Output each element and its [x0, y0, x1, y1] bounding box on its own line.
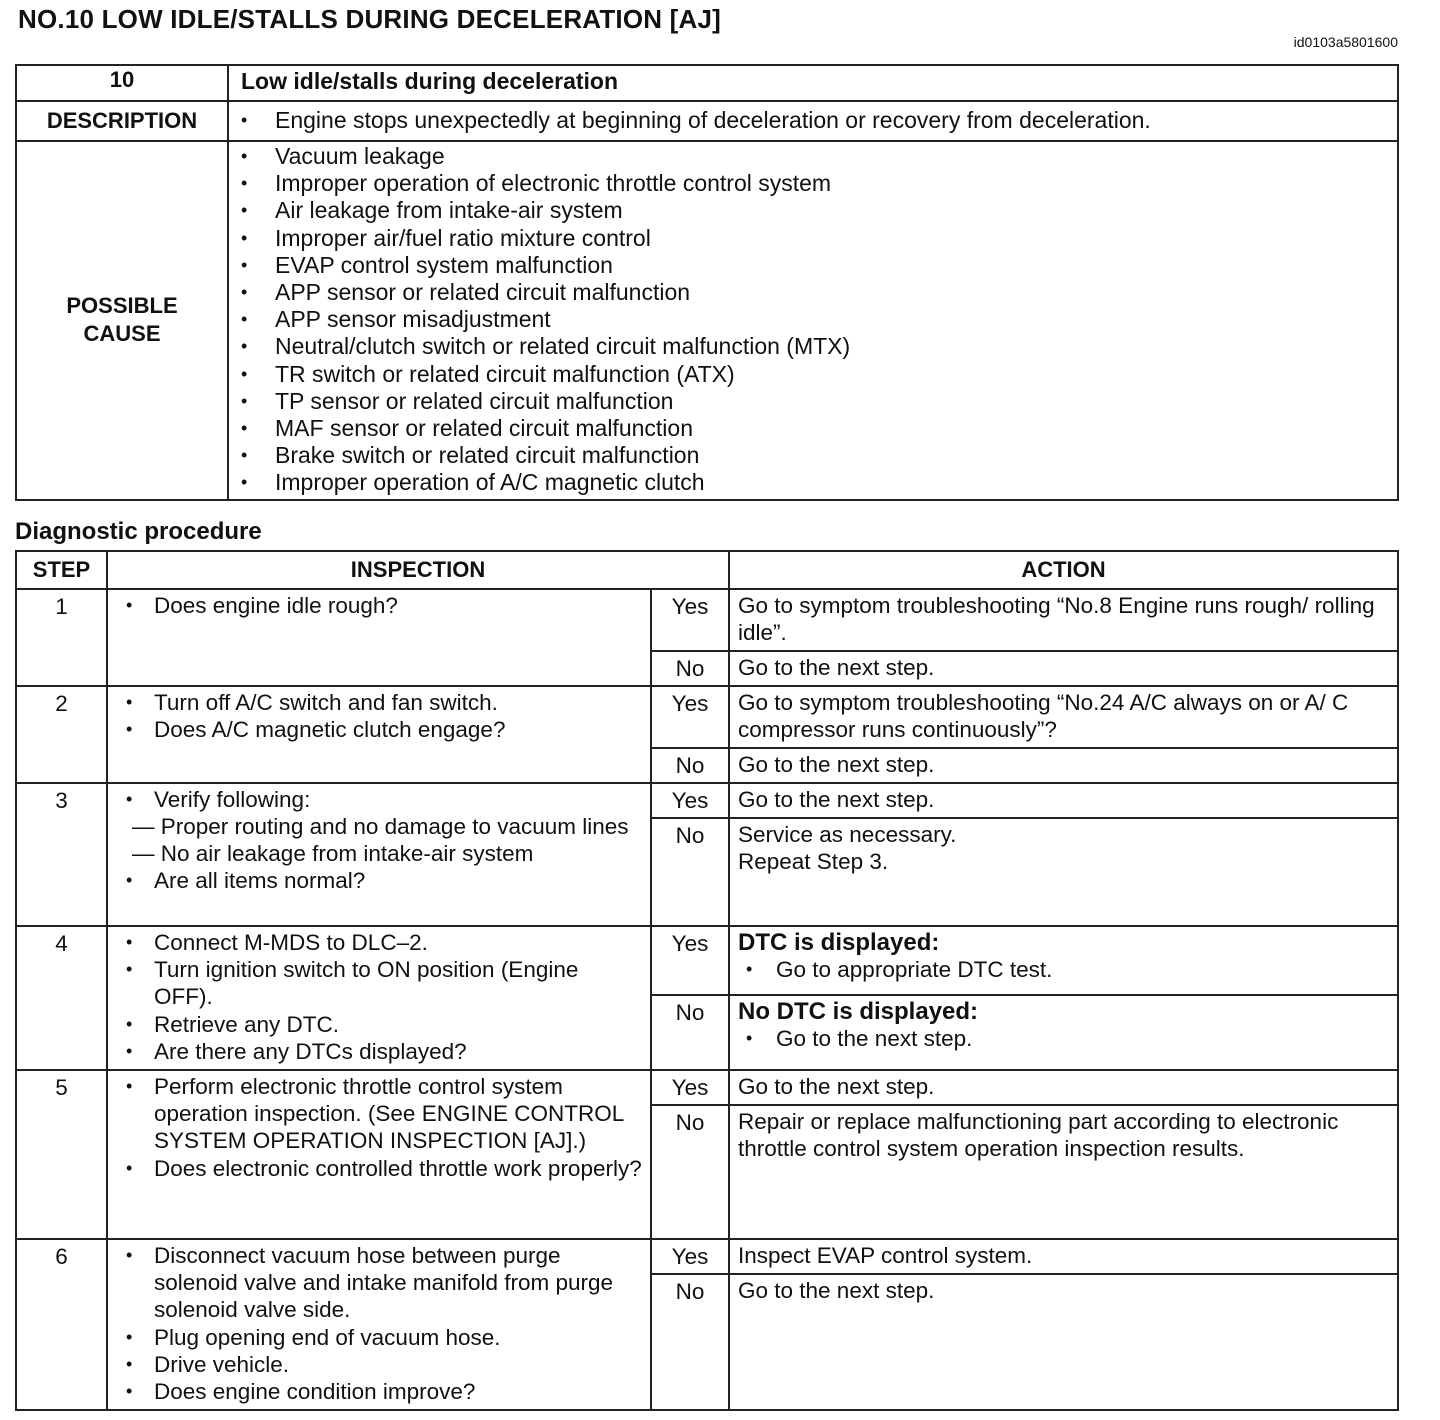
inspection-item: • Perform electronic throttle control system operation inspection. (See ENGINE CONTROL SYSTEM OPERATION INSPECTION [AJ].) [116, 1073, 642, 1155]
page-title: NO.10 LOW IDLE/STALLS DURING DECELERATION [AJ] [18, 4, 722, 34]
no-action: Go to the next step. [729, 651, 1398, 686]
action-item: • Go to the next step. [738, 1025, 1389, 1052]
list-item: • Neutral/clutch switch or related circuit malfunction (MTX) [241, 333, 1397, 360]
step-number: 2 [16, 686, 107, 783]
description-label: DESCRIPTION [16, 101, 228, 141]
list-item: • Improper air/fuel ratio mixture control [241, 225, 1397, 252]
no-label: No [651, 651, 729, 686]
inspection-item: • Turn off A/C switch and fan switch. [116, 689, 642, 716]
list-item: • Improper operation of electronic throttle control system [241, 170, 1397, 197]
list-item: • Brake switch or related circuit malfunction [241, 442, 1397, 469]
possible-cause-label: POSSIBLE CAUSE [16, 141, 228, 500]
no-action [729, 995, 1398, 1070]
yes-label: Yes [651, 1239, 729, 1274]
no-label: No [651, 1274, 729, 1410]
table-row [16, 589, 1398, 651]
step-number: 3 [16, 783, 107, 926]
no-action: Go to the next step. [729, 1274, 1398, 1410]
inspection-item: • Connect M-MDS to DLC–2. [116, 929, 642, 956]
list-item: • TR switch or related circuit malfunction (ATX) [241, 361, 1397, 388]
list-item: • TP sensor or related circuit malfunction [241, 388, 1397, 415]
list-item: • MAF sensor or related circuit malfunction [241, 415, 1397, 442]
step-number: 4 [16, 926, 107, 1070]
table-row [16, 1239, 1398, 1274]
step-number: 5 [16, 1070, 107, 1239]
inspection-subitem: — No air leakage from intake-air system [132, 841, 534, 867]
table-row [16, 926, 1398, 995]
list-item: • Vacuum leakage [241, 143, 1397, 170]
table-row [16, 783, 1398, 818]
list-item: • APP sensor or related circuit malfunction [241, 279, 1397, 306]
list-item: • Air leakage from intake-air system [241, 197, 1397, 224]
list-item: • APP sensor misadjustment [241, 306, 1397, 333]
summary-header-row [16, 65, 1398, 101]
list-item: • Improper operation of A/C magnetic clutch [241, 469, 1397, 496]
symptom-summary-table [15, 64, 1399, 501]
inspection-item: • Turn ignition switch to ON position (Engine OFF). [116, 956, 642, 1010]
yes-action: Go to the next step. [729, 1070, 1398, 1105]
yes-label: Yes [651, 589, 729, 651]
description-row [16, 101, 1398, 141]
diagnostic-procedure-table [15, 550, 1399, 1411]
yes-label: Yes [651, 783, 729, 818]
no-label: No [651, 1105, 729, 1239]
no-action: Service as necessary. Repeat Step 3. [729, 818, 1398, 926]
dtc-displayed-title: DTC is displayed: [738, 929, 940, 956]
yes-label: Yes [651, 926, 729, 995]
symptom-number: 10 [16, 65, 228, 101]
inspection-item: • Verify following: [116, 786, 642, 813]
symptom-name: Low idle/stalls during deceleration [228, 65, 1398, 101]
yes-label: Yes [651, 1070, 729, 1105]
inspection-item: • Disconnect vacuum hose between purge solenoid valve and intake manifold from purge solenoid valve side. [116, 1242, 642, 1324]
no-label: No [651, 995, 729, 1070]
document-id: id0103a5801600 [1293, 34, 1398, 50]
no-action: Repair or replace malfunctioning part according to electronic throttle control system operation inspection results. [729, 1105, 1398, 1239]
yes-action [729, 926, 1398, 995]
no-action: Go to the next step. [729, 748, 1398, 783]
inspection-column-header: INSPECTION [107, 551, 729, 589]
procedure-header-row [16, 551, 1398, 589]
inspection-item: • Does engine idle rough? [116, 592, 642, 619]
inspection-subitem: — Proper routing and no damage to vacuum lines [132, 814, 629, 840]
inspection-item: • Does electronic controlled throttle work properly? [116, 1155, 642, 1182]
inspection-item: • Does engine condition improve? [116, 1378, 642, 1405]
diagnostic-procedure-heading: Diagnostic procedure [15, 518, 262, 545]
yes-label: Yes [651, 686, 729, 748]
inspection-item: • Drive vehicle. [116, 1351, 642, 1378]
inspection-item: • Does A/C magnetic clutch engage? [116, 716, 642, 743]
table-row [16, 686, 1398, 748]
reference-text: (See ENGINE CONTROL SYSTEM OPERATION INSPECTION [AJ].) [154, 1101, 624, 1154]
step-column-header: STEP [16, 551, 107, 589]
no-label: No [651, 748, 729, 783]
yes-action: Go to the next step. [729, 783, 1398, 818]
table-row [16, 1070, 1398, 1105]
inspection-item: • Retrieve any DTC. [116, 1011, 642, 1038]
list-item: • EVAP control system malfunction [241, 252, 1397, 279]
step-number: 6 [16, 1239, 107, 1410]
no-label: No [651, 818, 729, 926]
possible-cause-list [241, 143, 1397, 497]
yes-action: Go to symptom troubleshooting “No.8 Engine runs rough/ rolling idle”. [729, 589, 1398, 651]
inspection-item: • Are there any DTCs displayed? [116, 1038, 642, 1065]
action-item: • Go to appropriate DTC test. [738, 956, 1389, 983]
description-text: • Engine stops unexpectedly at beginning of deceleration or recovery from deceleration. [241, 107, 1397, 134]
inspection-item: • Are all items normal? [116, 867, 642, 894]
inspection-item: • Plug opening end of vacuum hose. [116, 1324, 642, 1351]
step-number: 1 [16, 589, 107, 686]
yes-action: Go to symptom troubleshooting “No.24 A/C always on or A/ C compressor runs continuously”? [729, 686, 1398, 748]
possible-cause-row [16, 141, 1398, 500]
no-dtc-title: No DTC is displayed: [738, 997, 979, 1025]
yes-action: Inspect EVAP control system. [729, 1239, 1398, 1274]
action-column-header: ACTION [729, 551, 1398, 589]
